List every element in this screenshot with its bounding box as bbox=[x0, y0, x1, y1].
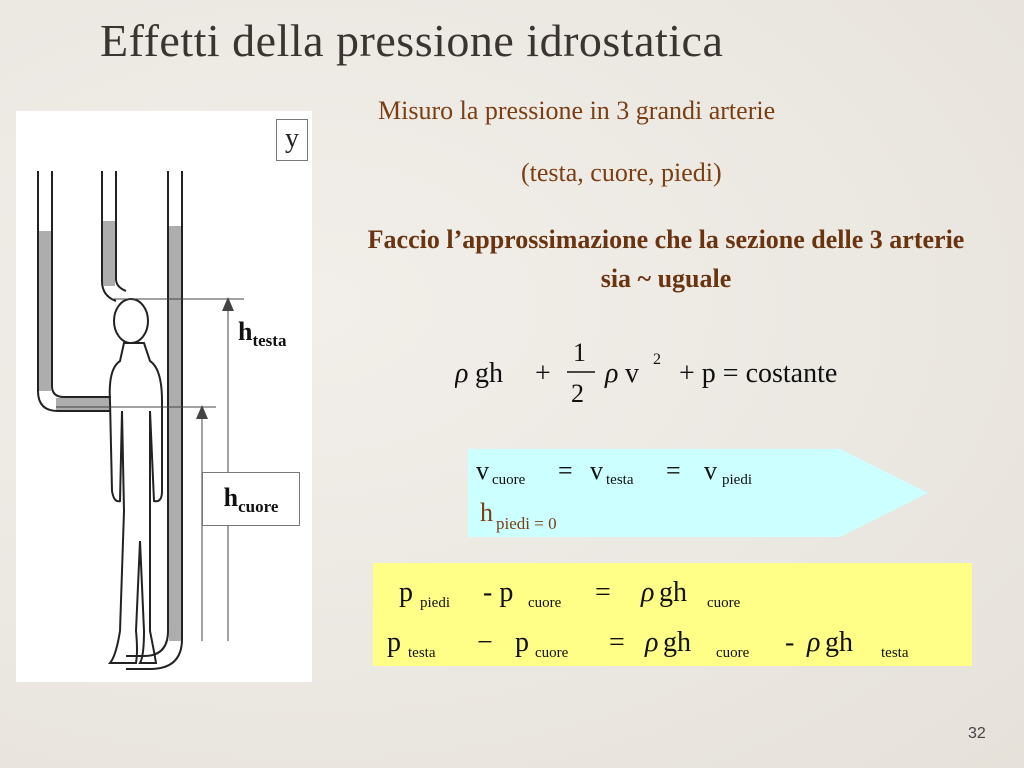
gh-term: gh bbox=[475, 358, 503, 389]
velocity-equality-box bbox=[468, 449, 933, 544]
bernoulli-equation-svg bbox=[455, 336, 935, 416]
svg-text:ρ: ρ bbox=[807, 627, 821, 658]
svg-text:p: p bbox=[515, 627, 529, 658]
velocity-box-shape bbox=[468, 449, 933, 539]
velocity-v: v bbox=[625, 358, 639, 389]
svg-text:ρ: ρ bbox=[645, 627, 659, 658]
slide-title: Effetti della pressione idrostatica bbox=[100, 15, 724, 66]
subtitle-line-1: Misuro la pressione in 3 grandi arterie bbox=[378, 96, 776, 125]
fraction-numerator: 1 bbox=[573, 338, 586, 367]
svg-text:piedi = 0: piedi = 0 bbox=[496, 514, 557, 533]
pressure-difference-box bbox=[373, 563, 972, 666]
svg-text:=: = bbox=[558, 456, 573, 485]
svg-text:testa: testa bbox=[606, 472, 634, 488]
svg-text:h: h bbox=[480, 498, 493, 527]
svg-text:piedi: piedi bbox=[420, 595, 450, 611]
svg-text:v: v bbox=[476, 456, 489, 485]
svg-text:cuore: cuore bbox=[528, 595, 562, 611]
svg-text:testa: testa bbox=[881, 645, 909, 661]
manometer-illustration bbox=[16, 111, 312, 682]
svg-text:=: = bbox=[609, 627, 625, 658]
svg-text:testa: testa bbox=[408, 645, 436, 661]
svg-text:cuore: cuore bbox=[716, 645, 750, 661]
rho-symbol-2: ρ bbox=[605, 358, 619, 389]
plus-sign: + bbox=[535, 358, 551, 389]
svg-text:=: = bbox=[666, 456, 681, 485]
bernoulli-equation bbox=[455, 336, 935, 421]
y-axis-label-box bbox=[276, 119, 308, 161]
svg-text:gh: gh bbox=[663, 627, 691, 658]
svg-text:v: v bbox=[704, 456, 717, 485]
rho-symbol: ρ bbox=[455, 358, 469, 389]
svg-text:cuore: cuore bbox=[535, 645, 569, 661]
approximation-note: Faccio l’approssimazione che la sezione delle 3 arterie sia ~ uguale bbox=[367, 225, 965, 293]
svg-text:cuore: cuore bbox=[492, 472, 526, 488]
exponent: 2 bbox=[653, 351, 661, 368]
svg-text:cuore: cuore bbox=[707, 595, 741, 611]
svg-text:- p: - p bbox=[483, 577, 514, 608]
svg-text:gh: gh bbox=[825, 627, 853, 658]
equation-rest: + p = costante bbox=[679, 358, 838, 389]
manometer-figure bbox=[16, 111, 312, 682]
h-cuore-label-box: $h_{cuore}$ bbox=[202, 472, 300, 526]
page-number: 32 bbox=[968, 725, 986, 742]
svg-text:p: p bbox=[387, 627, 401, 658]
svg-text:−: − bbox=[477, 627, 493, 658]
h-testa-label: $h_{testa}$ bbox=[238, 317, 287, 351]
svg-text:p: p bbox=[399, 577, 413, 608]
svg-text:=: = bbox=[595, 577, 611, 608]
svg-text:gh: gh bbox=[659, 577, 687, 608]
subtitle-line-2: (testa, cuore, piedi) bbox=[521, 158, 722, 187]
svg-text:ρ: ρ bbox=[641, 577, 655, 608]
y-axis-label: y bbox=[285, 123, 299, 154]
pressure-equations bbox=[373, 563, 972, 666]
fraction-denominator: 2 bbox=[571, 379, 584, 408]
svg-text:-: - bbox=[785, 627, 795, 658]
svg-text:piedi: piedi bbox=[722, 472, 752, 488]
svg-text:v: v bbox=[590, 456, 603, 485]
